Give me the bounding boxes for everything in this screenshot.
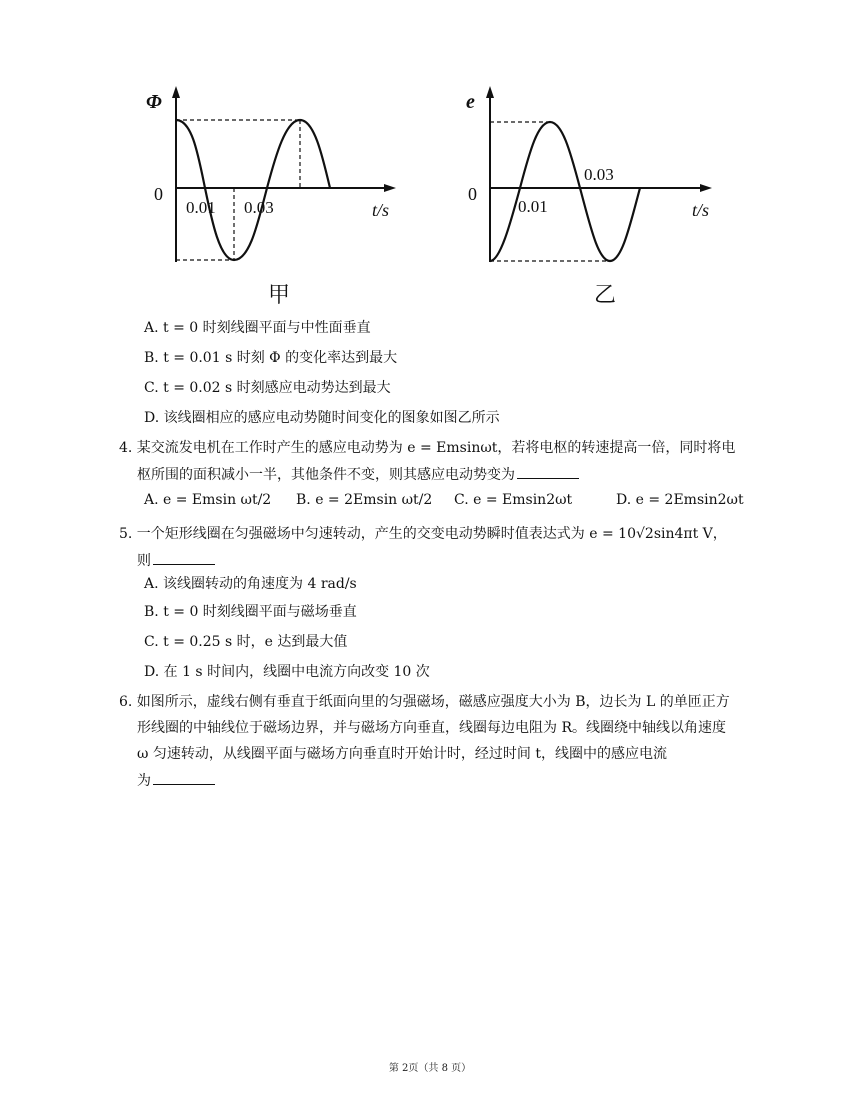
q4-stem-line <box>137 464 579 485</box>
q5-stem-text: 则 <box>137 553 151 569</box>
graph-jia <box>140 80 410 310</box>
answer-blank[interactable] <box>153 770 215 785</box>
q5-option-b[interactable]: B. t = 0 时刻线圈平面与磁场垂直 <box>144 604 357 620</box>
q4-stem-line: 4. 某交流发电机在工作时产生的感应电动势为 e = Emsinωt，若将电枢的转速提高一倍，同时将电 <box>119 440 736 456</box>
origin-label: 0 <box>468 184 477 204</box>
q3-option-a[interactable]: A. t = 0 时刻线圈平面与中性面垂直 <box>144 320 371 336</box>
q4-option-d[interactable]: D. e = 2Emsin2ωt <box>616 492 744 508</box>
q4-option-b[interactable]: B. e = 2Emsin ωt/2 <box>296 492 433 508</box>
x-axis-label: t/s <box>692 200 710 220</box>
y-axis-label: e <box>466 91 475 113</box>
tick-label: 0.03 <box>244 198 274 217</box>
q5-stem-line: 5. 一个矩形线圈在匀强磁场中匀速转动，产生的交变电动势瞬时值表达式为 e = 10√2sin4πt V， <box>119 526 727 542</box>
q4-options-row <box>144 490 744 512</box>
q4-option-c[interactable]: C. e = Emsin2ωt <box>454 492 573 508</box>
page-footer: 第 2页（共 8 页） <box>388 1063 472 1074</box>
answer-blank[interactable] <box>517 464 579 479</box>
q5-option-d[interactable]: D. 在 1 s 时间内，线圈中电流方向改变 10 次 <box>144 664 430 680</box>
q5-stem-line <box>137 550 215 571</box>
q5-option-c[interactable]: C. t = 0.25 s 时，e 达到最大值 <box>144 634 348 650</box>
tick-label: 0.01 <box>518 197 548 216</box>
q6-stem-line: 形线圈的中轴线位于磁场边界，并与磁场方向垂直，线圈每边电阻为 R。线圈绕中轴线以角速度 <box>137 720 726 736</box>
graph-yi <box>460 80 730 310</box>
x-axis-label: t/s <box>372 200 390 220</box>
y-axis-label: Φ <box>146 91 162 113</box>
q6-stem-text: 为 <box>137 773 151 789</box>
origin-label: 0 <box>154 184 163 204</box>
answer-blank[interactable] <box>153 550 215 565</box>
q3-option-b[interactable]: B. t = 0.01 s 时刻 Φ 的变化率达到最大 <box>144 350 398 366</box>
q6-stem-line: ω 匀速转动，从线圈平面与磁场方向垂直时开始计时，经过时间 t，线圈中的感应电流 <box>137 746 667 762</box>
q4-option-a[interactable]: A. e = Emsin ωt/2 <box>144 492 272 508</box>
graph-title: 乙 <box>594 283 617 308</box>
q5-option-a[interactable]: A. 该线圈转动的角速度为 4 rad/s <box>144 576 357 592</box>
q4-stem-text: 枢所围的面积减小一半，其他条件不变，则其感应电动势变为 <box>137 467 515 483</box>
q3-option-c[interactable]: C. t = 0.02 s 时刻感应电动势达到最大 <box>144 380 391 396</box>
graph-title: 甲 <box>268 283 291 308</box>
tick-label: 0.03 <box>584 165 614 184</box>
q3-option-d[interactable]: D. 该线圈相应的感应电动势随时间变化的图象如图乙所示 <box>144 410 500 426</box>
tick-label: 0.01 <box>186 198 216 217</box>
q6-stem-line <box>137 770 215 791</box>
q6-stem-line: 6. 如图所示，虚线右侧有垂直于纸面向里的匀强磁场，磁感应强度大小为 B，边长为 L 的单匝正方 <box>119 694 730 710</box>
